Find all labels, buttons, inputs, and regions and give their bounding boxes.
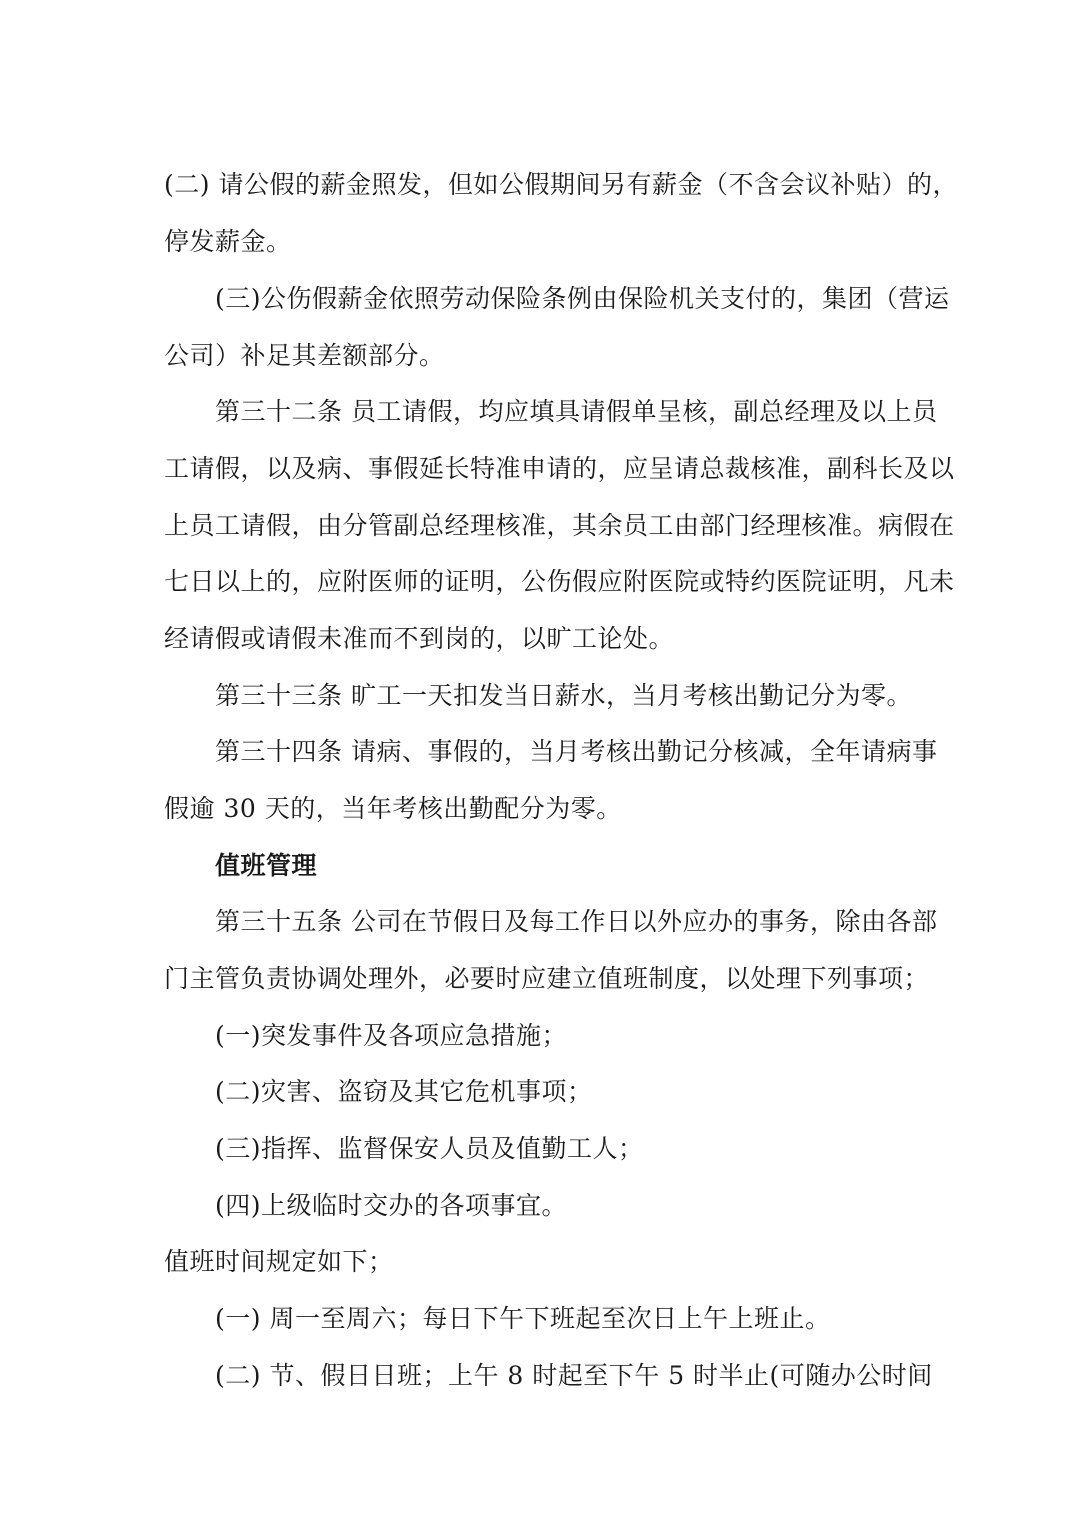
paragraph-line: 第三十二条 员工请假，均应填具请假单呈核，副总经理及以上员: [215, 397, 938, 426]
list-item: (二) 节、假日日班；上午 8 时起至下午 5 时半止(可随办公时间: [215, 1361, 933, 1390]
list-item: (一)突发事件及各项应急措施；: [215, 1021, 568, 1050]
list-item: (二)灾害、盗窃及其它危机事项；: [215, 1077, 593, 1106]
list-item: (三)指挥、监督保安人员及值勤工人；: [215, 1134, 644, 1163]
paragraph-line: 七日以上的，应附医师的证明，公伤假应附医院或特约医院证明，凡未: [164, 567, 955, 596]
paragraph-line: 经请假或请假未准而不到岗的，以旷工论处。: [164, 624, 675, 653]
paragraph-line: 工请假，以及病、事假延长特准申请的，应呈请总裁核准，副科长及以: [164, 454, 955, 483]
list-item: (四)上级临时交办的各项事宜。: [215, 1191, 568, 1220]
paragraph-line: 门主管负责协调处理外，必要时应建立值班制度，以处理下列事项；: [164, 964, 930, 993]
list-item: (一) 周一至周六；每日下午下班起至次日上午上班止。: [215, 1304, 831, 1333]
paragraph-line: (二) 请公假的薪金照发，但如公假期间另有薪金（不含会议补贴）的，: [164, 170, 958, 199]
paragraph-line: (三)公伤假薪金依照劳动保险条例由保险机关支付的，集团（营运: [215, 284, 950, 313]
paragraph-line: 假逾 30 天的，当年考核出勤配分为零。: [164, 794, 622, 823]
section-heading: 值班管理: [215, 851, 318, 880]
paragraph-line: 公司）补足其差额部分。: [164, 341, 445, 370]
paragraph-line: 值班时间规定如下；: [164, 1247, 394, 1276]
paragraph-line: 停发薪金。: [164, 227, 292, 256]
paragraph-line: 第三十三条 旷工一天扣发当日薪水，当月考核出勤记分为零。: [215, 681, 912, 710]
paragraph-line: 上员工请假，由分管副总经理核准，其余员工由部门经理核准。病假在: [164, 511, 955, 540]
paragraph-line: 第三十五条 公司在节假日及每工作日以外应办的事务，除由各部: [215, 907, 938, 936]
paragraph-line: 第三十四条 请病、事假的，当月考核出勤记分核减，全年请病事: [215, 737, 938, 766]
